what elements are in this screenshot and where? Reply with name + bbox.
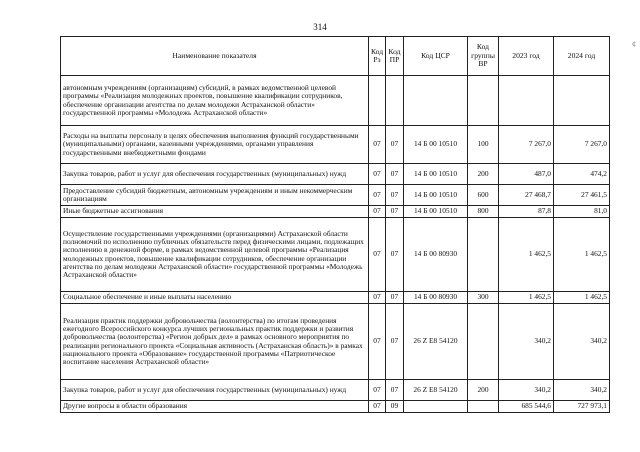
table-row: [61, 380, 610, 401]
cell-2024: 27 461,5: [554, 185, 610, 206]
table-row: [61, 76, 610, 126]
header-year-2024: 2024 год: [554, 37, 610, 76]
cell-pr: 07: [386, 304, 404, 380]
cell-2023: 1 462,5: [499, 218, 554, 292]
cell-2024: 1 462,5: [554, 292, 610, 304]
cell-rz: 07: [369, 164, 386, 185]
cell-2023: 340,2: [499, 380, 554, 401]
cell-2023: [499, 76, 554, 126]
cell-rz: 07: [369, 185, 386, 206]
cell-rz: 07: [369, 218, 386, 292]
cell-2023: 685 544,6: [499, 401, 554, 413]
header-year-2023: 2023 год: [499, 37, 554, 76]
budget-table: [60, 36, 610, 413]
table-row: [61, 218, 610, 292]
cell-vr: [468, 304, 499, 380]
cell-2023: 340,2: [499, 304, 554, 380]
cell-pr: 09: [386, 401, 404, 413]
cell-name: Предоставление субсидий бюджетным, автономным учреждениям и иным некоммерческим организациям: [61, 185, 369, 206]
cell-name: Закупка товаров, работ и услуг для обеспечения государственных (муниципальных) нужд: [61, 380, 369, 401]
header-code-vr: Код группы ВР: [468, 37, 499, 76]
cell-rz: 07: [369, 380, 386, 401]
header-indicator-name: Наименование показателя: [61, 37, 369, 76]
cell-csr: [404, 401, 468, 413]
cell-name: Осуществление государственными учреждениями (организациями) Астраханской области полномочий по исполнению публичных обязательств перед физическими лицами, подлежащих исполнению в денежной форме, в рамках ведомственной целевой программы «Реализация молодежных проектов, повышение квалификации сотрудников, обеспечение организации агентства по делам молодежи Астраханской области» государственной программы «Молодежь Астраханской области»: [61, 218, 369, 292]
table-row: [61, 401, 610, 413]
table-row: [61, 164, 610, 185]
cell-2023: 27 468,7: [499, 185, 554, 206]
cell-pr: 07: [386, 380, 404, 401]
cell-vr: 200: [468, 380, 499, 401]
table-row: [61, 126, 610, 164]
cell-pr: 07: [386, 218, 404, 292]
cell-rz: 07: [369, 401, 386, 413]
cell-vr: 200: [468, 164, 499, 185]
cell-name: Другие вопросы в области образования: [61, 401, 369, 413]
table-row: [61, 292, 610, 304]
page-number: 314: [313, 22, 327, 32]
cell-vr: [468, 76, 499, 126]
table-row: [61, 185, 610, 206]
cell-csr: 14 Б 00 80930: [404, 292, 468, 304]
cell-csr: 26 Z E8 54120: [404, 380, 468, 401]
cell-2024: 474,2: [554, 164, 610, 185]
cell-pr: 07: [386, 206, 404, 218]
cell-rz: [369, 76, 386, 126]
cell-2024: [554, 76, 610, 126]
cell-csr: 14 Б 00 10510: [404, 206, 468, 218]
cell-2023: 1 462,5: [499, 292, 554, 304]
cell-2024: 340,2: [554, 380, 610, 401]
table-header-row: [61, 37, 610, 76]
cell-2023: 487,0: [499, 164, 554, 185]
cell-vr: 600: [468, 185, 499, 206]
table-row: [61, 206, 610, 218]
cell-rz: 07: [369, 126, 386, 164]
cell-vr: [468, 401, 499, 413]
cell-csr: 14 Б 00 80930: [404, 218, 468, 292]
cell-2024: 727 973,1: [554, 401, 610, 413]
cell-2023: 87,8: [499, 206, 554, 218]
table-row: [61, 304, 610, 380]
cell-rz: 07: [369, 292, 386, 304]
cell-2024: 7 267,0: [554, 126, 610, 164]
cell-csr: 14 Б 00 10510: [404, 185, 468, 206]
cell-csr: 14 Б 00 10510: [404, 126, 468, 164]
cell-pr: [386, 76, 404, 126]
cell-vr: 300: [468, 292, 499, 304]
cell-rz: 07: [369, 206, 386, 218]
header-code-csr: Код ЦСР: [404, 37, 468, 76]
header-code-pr: Код ПР: [386, 37, 404, 76]
cell-name: Иные бюджетные ассигнования: [61, 206, 369, 218]
cell-rz: 07: [369, 304, 386, 380]
cell-2023: 7 267,0: [499, 126, 554, 164]
cell-csr: 26 Z E8 54120: [404, 304, 468, 380]
cell-pr: 07: [386, 126, 404, 164]
cell-pr: 07: [386, 292, 404, 304]
cell-name: автономным учреждениям (организациям) субсидий, в рамках ведомственной целевой программы «Реализация молодежных проектов, повышение квалификации сотрудников, обеспечение организации агентства по делам молодежи Астраханской области» государственной программы «Молодежь Астраханской области»: [61, 76, 369, 126]
header-code-rz: Код Рз: [369, 37, 386, 76]
cell-vr: 100: [468, 126, 499, 164]
cell-pr: 07: [386, 164, 404, 185]
cell-2024: 81,0: [554, 206, 610, 218]
cell-name: Реализация практик поддержки добровольчества (волонтерства) по итогам проведения ежегодного Всероссийского конкурса лучших региональных практик поддержки и развития добровольчества (волонтерства) «Регион добрых дел» в рамках основного мероприятия по реализации регионального проекта «Социальная активность (Астраханская область)» в рамках национального проекта «Образование» государственной программы «Патриотическое воспитание населения Астраханской области»: [61, 304, 369, 380]
cell-name: Социальное обеспечение и иные выплаты населению: [61, 292, 369, 304]
cell-pr: 07: [386, 185, 404, 206]
cell-2024: 340,2: [554, 304, 610, 380]
cell-csr: [404, 76, 468, 126]
cell-csr: 14 Б 00 10510: [404, 164, 468, 185]
cell-vr: [468, 218, 499, 292]
cell-vr: 800: [468, 206, 499, 218]
cell-name: Расходы на выплаты персоналу в целях обеспечения выполнения функций государственными (муниципальными) органами, казенными учреждениями, органами управления государственными внебюджетными фондами: [61, 126, 369, 164]
cell-2024: 1 462,5: [554, 218, 610, 292]
scan-edge-mark: ¢: [632, 40, 636, 49]
cell-name: Закупка товаров, работ и услуг для обеспечения государственных (муниципальных) нужд: [61, 164, 369, 185]
